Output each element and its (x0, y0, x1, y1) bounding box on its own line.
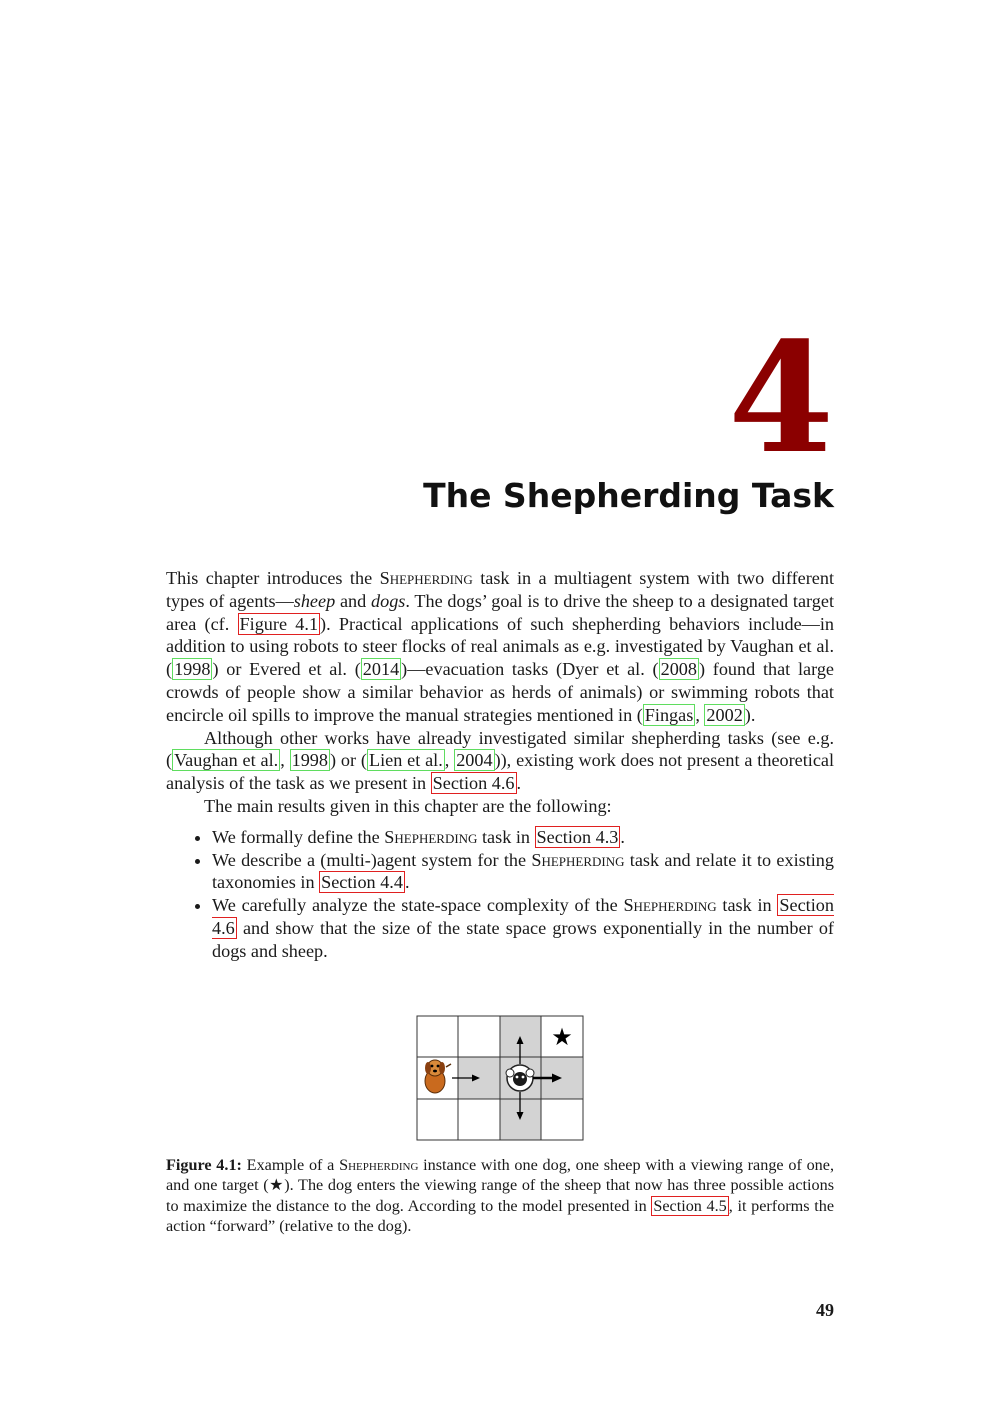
dog-icon (425, 1060, 451, 1093)
text: We formally define the (212, 826, 385, 847)
text: We carefully analyze the state-space complexity of the (212, 895, 624, 916)
caption-label: Figure 4.1: (166, 1156, 242, 1174)
text: task in (477, 826, 535, 847)
text: and (335, 590, 372, 611)
text: ) or ( (329, 750, 367, 771)
text: )—evacuation tasks (Dyer et al. ( (401, 659, 659, 680)
text: )), existing work does not present a theoretical analysis of the task as we present in (166, 750, 835, 794)
task-name: Shepherding (379, 568, 473, 588)
text: . (516, 773, 522, 794)
text: , (280, 750, 290, 771)
task-name: Shepherding (623, 895, 717, 916)
text: ). Practical applications of such shepherding behaviors include—in addition to using robots to steer flocks of real animals as e.g. investigated by Vaughan et al. ( (166, 613, 834, 680)
citation-link[interactable]: 2004 (456, 750, 493, 771)
text: Although other works have already investigated similar shepherding tasks (see e.g. ( (166, 727, 834, 771)
section-link[interactable]: Section 4.3 (536, 826, 619, 847)
list-item (212, 894, 834, 962)
list-item (212, 826, 834, 849)
text: , (695, 704, 705, 725)
emphasis-dogs: dogs (371, 590, 406, 611)
text: . (620, 826, 625, 847)
citation-link[interactable]: 1998 (291, 750, 328, 771)
text: and show that the size of the state space grows exponentially in the number of dogs and sheep. (212, 917, 834, 961)
citation-link[interactable]: 2014 (362, 659, 400, 680)
paragraph-3: The main results given in this chapter are the following: (204, 795, 612, 816)
target-star-icon: ★ (551, 1023, 573, 1051)
figure-grid (416, 1015, 584, 1141)
body-text (166, 567, 834, 963)
text: ) or Evered et al. ( (212, 659, 361, 680)
text: . The dogs’ goal is to drive the sheep to a designated target area (cf. (166, 590, 834, 634)
star-icon: ★ (268, 1176, 285, 1195)
section-link[interactable]: Section 4.6 (212, 895, 834, 938)
paragraph-1 (166, 567, 834, 727)
text: task and relate it to existing taxonomies in (212, 849, 834, 893)
section-link[interactable]: Section 4.6 (432, 773, 515, 794)
text: , it performs the action “forward” (relative to the dog). (166, 1196, 834, 1235)
citation-link[interactable]: 2002 (706, 704, 743, 725)
chapter-title: The Shepherding Task (423, 476, 834, 515)
text: Example of a (241, 1156, 340, 1174)
chapter-number: 4 (728, 308, 834, 487)
text: ) found that large crowds of people show a similar behavior as herds of animals) or swimming robots that encircle oil spills to improve the manual strategies mentioned in ( (166, 659, 835, 725)
text: We describe a (multi-)agent system for the (212, 849, 532, 870)
text: instance with one dog, one sheep with a viewing range of one, and one target ( (166, 1156, 835, 1195)
list-item (212, 849, 834, 895)
text: task in (716, 895, 778, 916)
text: This chapter introduces the (166, 568, 380, 588)
text: . (404, 872, 410, 893)
citation-link[interactable]: 1998 (174, 659, 211, 680)
section-link[interactable]: Section 4.4 (321, 872, 403, 893)
section-link[interactable]: Section 4.5 (653, 1196, 727, 1215)
text: task in a multiagent system with two different types of agents— (166, 568, 834, 611)
task-name: Shepherding (384, 826, 478, 847)
task-name: Shepherding (531, 849, 625, 870)
shepherding-grid-svg (416, 1015, 584, 1141)
figure-link[interactable]: Figure 4.1 (239, 613, 319, 634)
text: ). The dog enters the viewing range of the sheep that now has three possible actions to maximize the distance to the dog. According to the model presented in (166, 1176, 834, 1215)
emphasis-sheep: sheep (293, 590, 336, 611)
results-list (166, 826, 834, 963)
citation-link[interactable]: Lien et al. (368, 750, 443, 771)
citation-link[interactable]: Fingas (644, 704, 694, 725)
task-name: Shepherding (339, 1156, 419, 1174)
citation-link[interactable]: Vaughan et al. (174, 750, 279, 771)
paragraph-2 (166, 727, 834, 795)
text: , (444, 750, 455, 771)
sheep-icon (506, 1065, 534, 1091)
citation-link[interactable]: 2008 (660, 659, 697, 680)
page-number: 49 (816, 1300, 834, 1320)
text: ). (744, 704, 756, 725)
figure-caption (166, 1155, 834, 1236)
